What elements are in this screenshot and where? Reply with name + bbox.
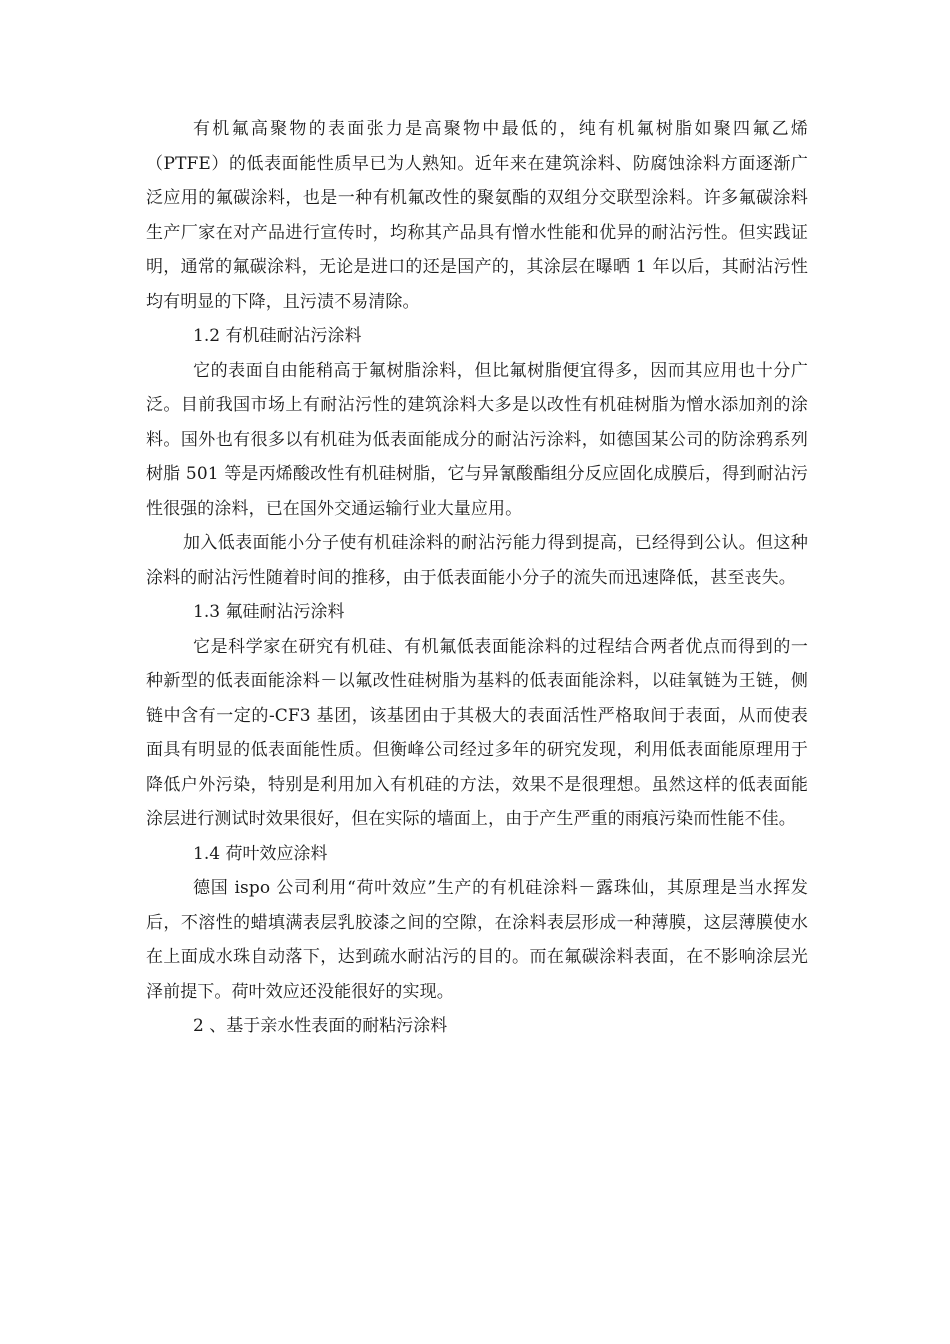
- section-heading-1-4: 1.4 荷叶效应涂料: [193, 843, 328, 864]
- section-heading-1-2: 1.2 有机硅耐沾污涂料: [193, 326, 362, 346]
- paragraph-fluorosilicone-coatings: 它是科学家在研究有机硅、有机氟低表面能涂料的过程结合两者优点而得到的一种新型的低表面能涂料－以氟改性硅树脂为基料的低表面能涂料，以硅氧链为王链，侧链中含有一定的-CF3 基团，该基团由于其极大的表面活性严格取间于表面，从而使表面具有明显的低表面能性质。但衡峰公司经过多年的研究发现，利用低表面能原理用于降低户外污染，特别是利用加入有机硅的方法，效果不是很理想。虽然这样的低表面能涂层进行测试时效果很好，但在实际的墙面上，由于产生严重的雨痕污染而性能不佳。: [146, 636, 808, 829]
- section-heading-1-3: 1.3 氟硅耐沾污涂料: [193, 602, 345, 622]
- document-body: [146, 112, 808, 1044]
- paragraph-fluorine-coatings: 有机氟高聚物的表面张力是高聚物中最低的，纯有机氟树脂如聚四氟乙烯（PTFE）的低表面能性质早已为人熟知。近年来在建筑涂料、防腐蚀涂料方面逐渐广泛应用的氟碳涂料，也是一种有机氟改性的聚氨酯的双组分交联型涂料。许多氟碳涂料生产厂家在对产品进行宣传时，均称其产品具有憎水性能和优异的耐沾污性。但实践证明，通常的氟碳涂料，无论是进口的还是国产的，其涂层在曝晒 1 年以后，其耐沾污性均有明显的下降，且污渍不易清除。: [146, 119, 808, 312]
- paragraph-low-surface-energy-molecules: 加入低表面能小分子使有机硅涂料的耐沾污能力得到提高，已经得到公认。但这种涂料的耐沾污性随着时间的推移，由于低表面能小分子的流失而迅速降低，甚至丧失。: [146, 533, 808, 588]
- section-heading-2: 2 、基于亲水性表面的耐粘污涂料: [193, 1016, 448, 1036]
- paragraph-silicone-coatings: 它的表面自由能稍高于氟树脂涂料，但比氟树脂便宜得多，因而其应用也十分广泛。目前我国市场上有耐沾污性的建筑涂料大多是以改性有机硅树脂为憎水添加剂的涂料。国外也有很多以有机硅为低表面能成分的耐沾污涂料，如德国某公司的防涂鸦系列树脂 501 等是丙烯酸改性有机硅树脂，它与异氰酸酯组分反应固化成膜后，得到耐沾污性很强的涂料，已在国外交通运输行业大量应用。: [146, 360, 808, 519]
- paragraph-lotus-effect: 德国 ispo 公司利用“荷叶效应”生产的有机硅涂料－露珠仙，其原理是当水挥发后，不溶性的蜡填满表层乳胶漆之间的空隙，在涂料表层形成一种薄膜，这层薄膜使水在上面成水珠自动落下，达到疏水耐沾污的目的。而在氟碳涂料表面，在不影响涂层光泽前提下。荷叶效应还没能很好的实现。: [146, 878, 808, 1002]
